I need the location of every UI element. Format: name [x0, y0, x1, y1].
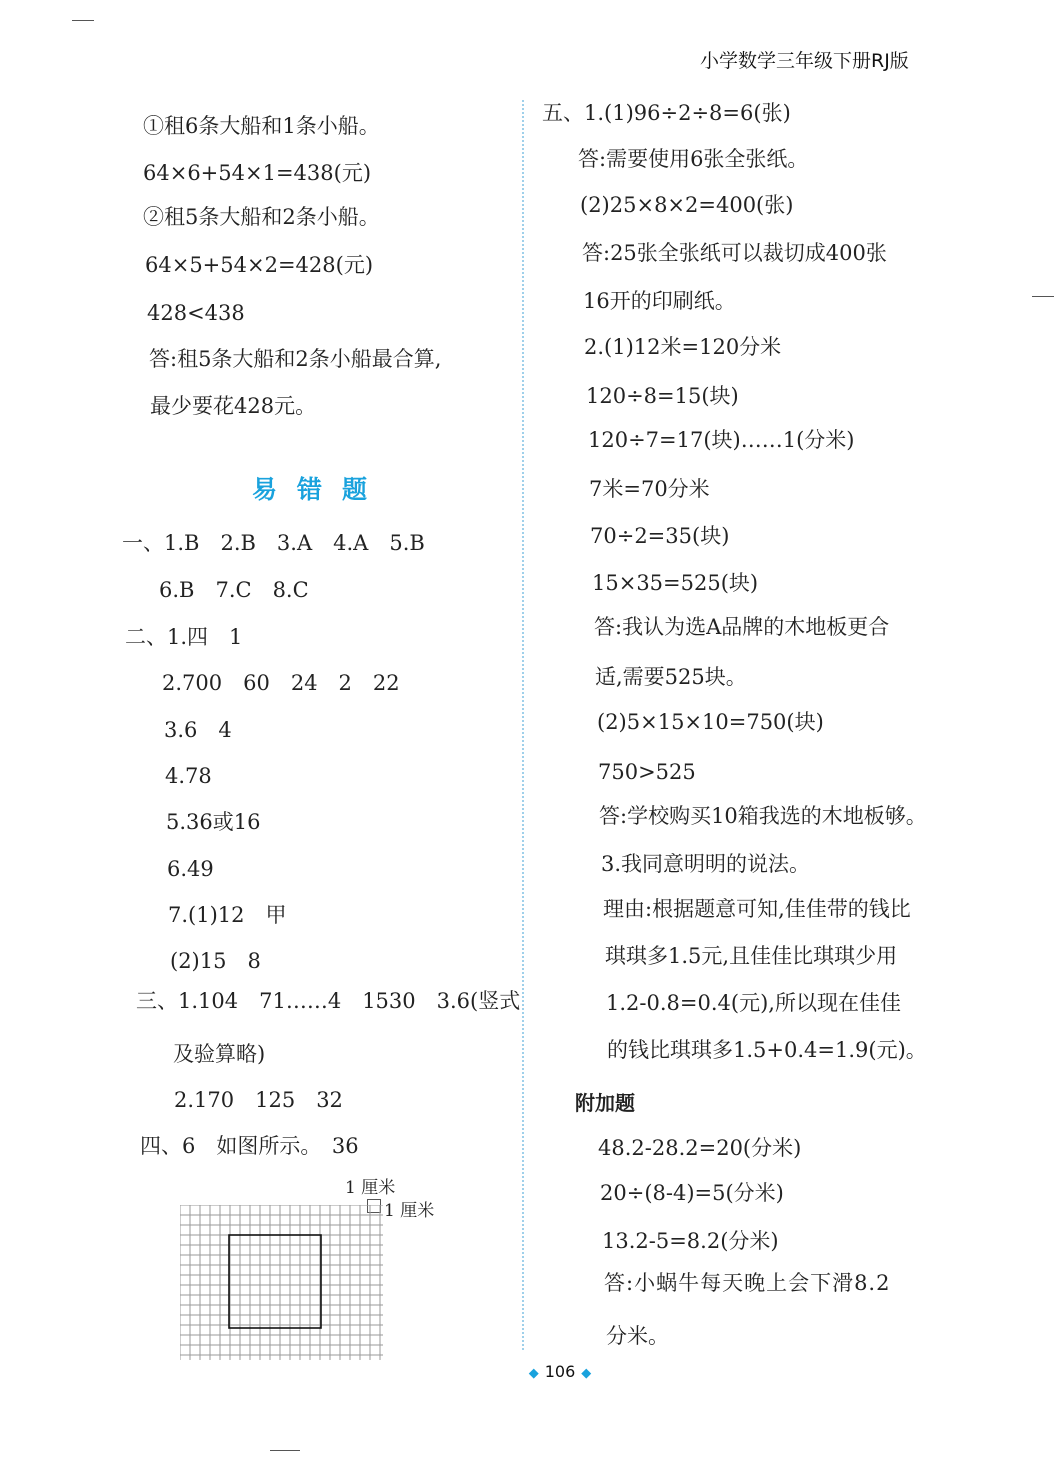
right-line-3: (2)25×8×2=400(张) — [580, 193, 794, 217]
right-line-26: 分米。 — [606, 1324, 669, 1348]
right-line-19: 琪琪多1.5元,且佳佳比琪琪少用 — [605, 944, 898, 968]
left-line-7: 最少要花428元。 — [150, 394, 317, 418]
right-line-14: (2)5×15×10=750(块) — [597, 710, 824, 734]
right-line-9: 7米=70分米 — [589, 477, 710, 501]
grid-svg — [180, 1205, 383, 1360]
left-line-14: 5.36或16 — [166, 810, 261, 834]
right-line-13: 适,需要525块。 — [595, 665, 747, 689]
left-line-12: 3.6 4 — [164, 718, 232, 742]
right-line-21: 的钱比琪琪多1.5+0.4=1.9(元)。 — [607, 1038, 927, 1062]
crop-mark-top — [72, 20, 94, 21]
left-line-11: 2.700 60 24 2 22 — [162, 671, 400, 695]
left-line-15: 6.49 — [167, 857, 214, 881]
dot-right-icon: ◆ — [581, 1366, 592, 1381]
right-line-23: 20÷(8-4)=5(分米) — [600, 1181, 784, 1205]
right-line-6: 2.(1)12米=120分米 — [584, 335, 782, 359]
left-line-20: 2.170 125 32 — [174, 1088, 343, 1112]
right-line-4: 答:25张全张纸可以裁切成400张 — [582, 241, 887, 265]
grid-lines — [180, 1205, 383, 1360]
left-line-18: 三、1.104 71……4 1530 3.6(竖式 — [136, 989, 521, 1013]
crop-mark-right — [1032, 296, 1054, 297]
page-number-text: 106 — [544, 1362, 576, 1381]
right-line-11: 15×35=525(块) — [592, 571, 759, 595]
left-line-9: 6.B 7.C 8.C — [159, 578, 309, 602]
square-grid-figure — [180, 1205, 383, 1360]
left-line-13: 4.78 — [165, 764, 212, 788]
right-line-16: 答:学校购买10箱我选的木地板够。 — [599, 804, 927, 828]
left-line-19: 及验算略) — [173, 1042, 266, 1066]
left-line-4: 64×5+54×2=428(元) — [145, 253, 374, 277]
right-line-20: 1.2-0.8=0.4(元),所以现在佳佳 — [606, 991, 901, 1015]
dot-left-icon: ◆ — [528, 1366, 539, 1381]
left-line-2: 64×6+54×1=438(元) — [143, 161, 372, 185]
section-title: 易错题 — [252, 475, 388, 504]
right-line-5: 16开的印刷纸。 — [583, 289, 736, 313]
crop-mark-bottom — [270, 1450, 300, 1451]
left-line-8: 一、1.B 2.B 3.A 4.A 5.B — [122, 531, 425, 555]
left-line-6: 答:租5条大船和2条小船最合算, — [149, 347, 442, 371]
page-header: 小学数学三年级下册RJ版 — [700, 50, 909, 72]
right-line-15: 750>525 — [598, 760, 696, 784]
left-line-10: 二、1.四 1 — [125, 625, 243, 649]
right-line-12: 答:我认为选A品牌的木地板更合 — [594, 615, 890, 639]
bonus-heading: 附加题 — [575, 1091, 635, 1115]
left-line-16: 7.(1)12 甲 — [168, 903, 287, 927]
right-line-18: 理由:根据题意可知,佳佳带的钱比 — [603, 897, 911, 921]
right-line-1: 五、1.(1)96÷2÷8=6(张) — [542, 101, 791, 125]
page-number — [0, 1362, 1055, 1381]
column-divider — [522, 100, 524, 1350]
left-line-1: ①租6条大船和1条小船。 — [143, 114, 380, 138]
left-line-5: 428<438 — [147, 301, 245, 325]
left-line-21: 四、6 如图所示。 36 — [140, 1134, 359, 1158]
drawn-square — [229, 1235, 321, 1328]
right-line-17: 3.我同意明明的说法。 — [601, 852, 811, 876]
right-line-10: 70÷2=35(块) — [590, 524, 730, 548]
left-line-17: (2)15 8 — [170, 949, 261, 973]
left-line-3: ②租5条大船和2条小船。 — [143, 205, 380, 229]
right-line-24: 13.2-5=8.2(分米) — [602, 1229, 779, 1253]
right-line-7: 120÷8=15(块) — [586, 384, 739, 408]
right-line-2: 答:需要使用6张全张纸。 — [578, 147, 809, 171]
grid-legend-label-1: 1 厘米 — [345, 1178, 396, 1198]
grid-legend-label-2: 1 厘米 — [384, 1201, 435, 1221]
right-line-8: 120÷7=17(块)……1(分米) — [588, 428, 855, 452]
right-line-22: 48.2-28.2=20(分米) — [598, 1136, 802, 1160]
right-line-25: 答:小蜗牛每天晚上会下滑8.2 — [604, 1271, 891, 1295]
